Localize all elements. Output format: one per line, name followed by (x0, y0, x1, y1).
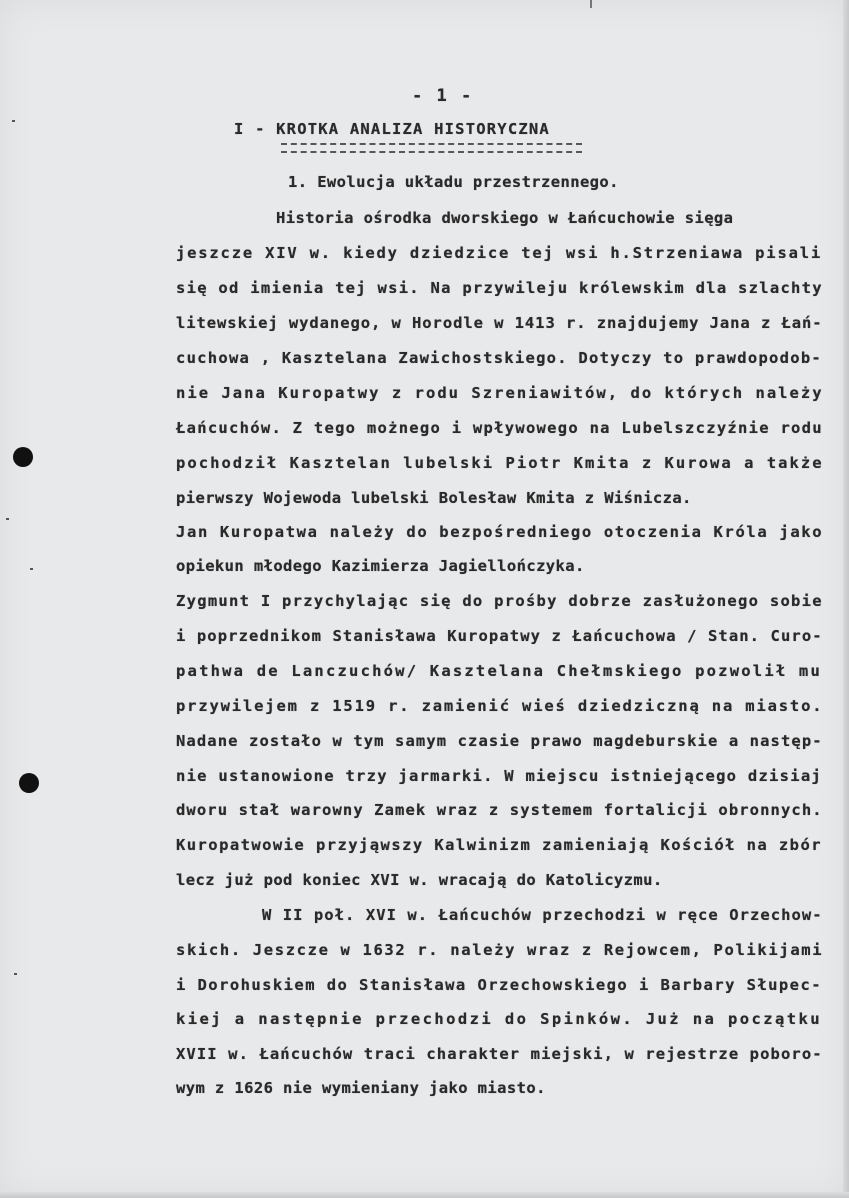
page-number: - 1 - (412, 86, 474, 106)
text-line: nie Jana Kuropatwy z rodu Szreniawitów, do których należy (176, 384, 824, 402)
text-line: pierwszy Wojewoda lubelski Bolesław Kmita z Wiśnicza. (176, 489, 692, 507)
page-edge-bottom (0, 1192, 849, 1198)
text-line: wym z 1626 nie wymieniany jako miasto. (176, 1079, 546, 1097)
title-underline (281, 143, 582, 153)
text-line: litewskiej wydanego, w Horodle w 1413 r. znajdujemy Jana z Łań- (176, 314, 823, 332)
text-line: jeszcze XIV w. kiedy dziedzice tej wsi h.Strzeniawa pisali (176, 244, 822, 262)
paper-speck (12, 120, 15, 122)
text-line: dworu stał warowny Zamek wraz z systemem fortalicji obronnych. (176, 801, 823, 819)
text-line: i Dorohuskiem do Stanisława Orzechowskiego i Barbary Słupec- (176, 976, 822, 994)
text-line: pochodził Kasztelan lubelski Piotr Kmita z Kurowa a także (176, 454, 824, 472)
paper-mark (590, 0, 592, 8)
chapter-title: I - KROTKA ANALIZA HISTORYCZNA (234, 120, 550, 138)
text-line: lecz już pod koniec XVI w. wracają do Katolicyzmu. (176, 871, 663, 889)
paper-speck (14, 973, 17, 975)
text-line: i poprzednikom Stanisława Kuropatwy z Łańcuchowa / Stan. Curo- (176, 627, 823, 645)
text-line: pathwa de Lanczuchów/ Kasztelana Chełmskiego pozwolił mu (176, 662, 822, 680)
paper-speck (30, 568, 33, 570)
text-line: Kuropatwowie przyjąwszy Kalwinizm zamieniają Kościół na zbór (176, 836, 822, 854)
text-line: Nadane zostało w tym samym czasie prawo magdeburskie a następ- (176, 732, 823, 750)
text-line: skich. Jeszcze w 1632 r. należy wraz z Rejowcem, Polikijami (176, 941, 824, 959)
paper-speck (6, 518, 9, 520)
text-line: się od imienia tej wsi. Na przywileju królewskim dla szlachty (176, 279, 823, 297)
punch-hole-icon (19, 773, 39, 793)
text-line: nie ustanowione trzy jarmarki. W miejscu istniejącego dzisiaj (176, 767, 822, 785)
text-line: Łańcuchów. Z tego możnego i wpływowego na Lubelszczyźnie rodu (176, 419, 823, 437)
text-line: kiej a następnie przechodzi do Spinków. Już na początku (176, 1010, 822, 1028)
text-line: W II poł. XVI w. Łańcuchów przechodzi w ręce Orzechow- (262, 906, 823, 924)
page-edge-right (843, 0, 849, 1198)
text-line: XVII w. Łańcuchów traci charakter miejski, w rejestrze poboro- (176, 1045, 823, 1063)
text-line: Zygmunt I przychylając się do prośby dobrze zasłużonego sobie (176, 592, 823, 610)
text-line: przywilejem z 1519 r. zamienić wieś dziedziczną na miasto. (176, 697, 824, 715)
punch-hole-icon (13, 447, 33, 467)
section-title: 1. Ewolucja układu przestrzennego. (288, 173, 619, 191)
text-line: Jan Kuropatwa należy do bezpośredniego otoczenia Króla jako (176, 523, 824, 541)
text-line: cuchowa , Kasztelana Zawichostskiego. Dotyczy to prawdopodob- (176, 349, 822, 367)
text-line: opiekun młodego Kazimierza Jagiellończyka. (176, 557, 585, 575)
text-line: Historia ośrodka dworskiego w Łańcuchowie sięga (276, 209, 734, 227)
